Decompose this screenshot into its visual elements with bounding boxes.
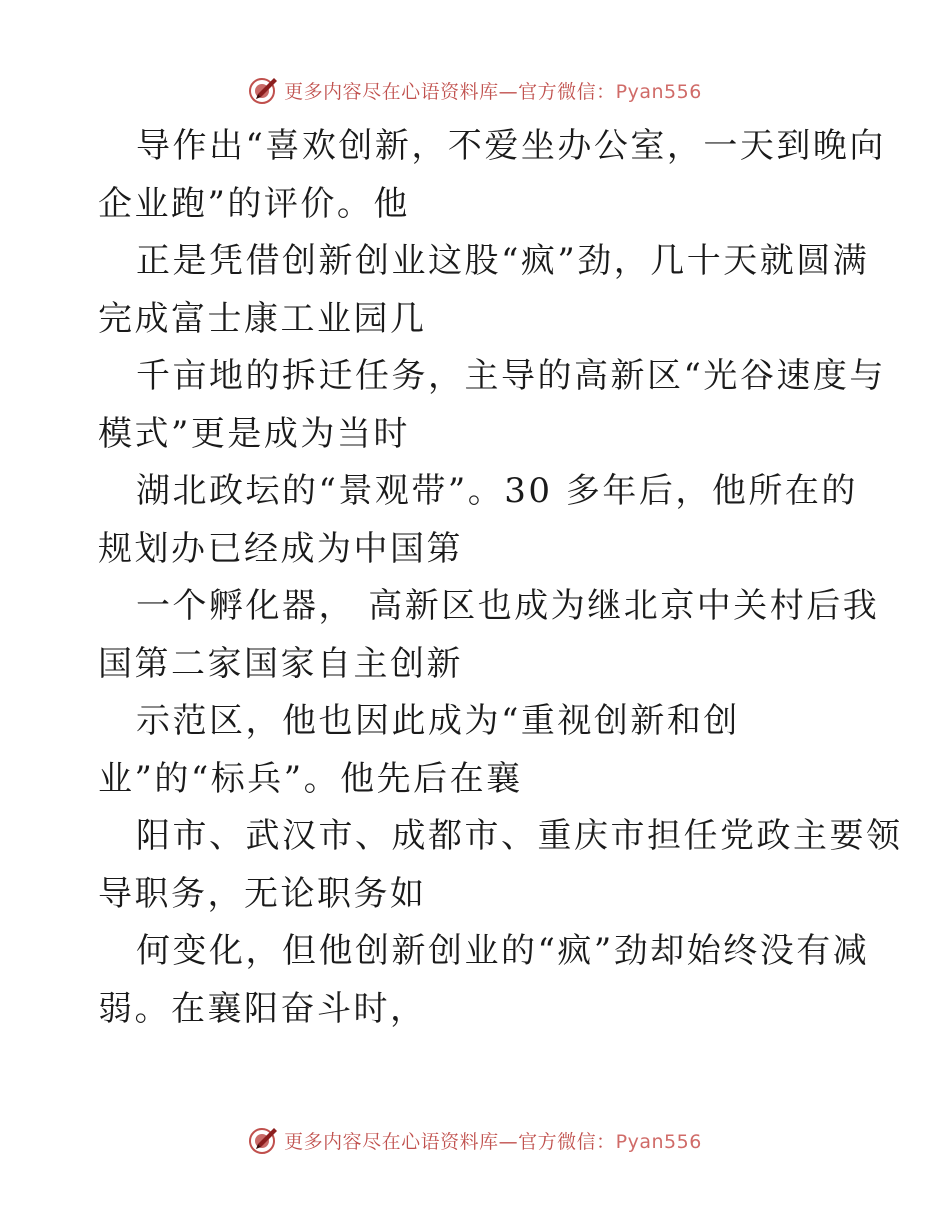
header-banner: [0, 70, 950, 110]
footer-banner: [0, 1120, 950, 1160]
paragraph-line: 完成富士康工业园几: [98, 298, 427, 339]
paragraph-line: 弱。在襄阳奋斗时，: [98, 988, 427, 1029]
paragraph-line: 湖北政坛的“景观带”。30 多年后，他所在的: [136, 471, 858, 511]
banner-slogan: 更多内容尽在心语资料库—官方微信：: [284, 80, 616, 103]
document-body: [98, 118, 903, 1038]
paragraph: [98, 118, 886, 233]
pen-circle-logo-icon: [248, 1124, 280, 1156]
paragraph-line: 导作出“喜欢创新，不爱坐办公室，一天到晚向: [136, 126, 886, 166]
paragraph-line: 一个孵化器， 高新区也成为继北京中关村后我: [136, 586, 880, 626]
paragraph: [98, 693, 858, 808]
paragraph: [98, 348, 886, 463]
paragraph: [98, 463, 858, 578]
paragraph-line: 业”的“标兵”。他先后在襄: [98, 758, 523, 799]
paragraph-line: 千亩地的拆迁任务，主导的高新区“光谷速度与: [136, 356, 886, 396]
paragraph-line: 国第二家国家自主创新: [98, 643, 463, 684]
paragraph-line: 导职务，无论职务如: [98, 873, 427, 914]
paragraph-line: 阳市、武汉市、成都市、重庆市担任党政主要领: [136, 816, 903, 856]
paragraph-line: 企业跑”的评价。他: [98, 183, 410, 224]
pen-circle-logo-icon: [248, 74, 280, 106]
banner-slogan: 更多内容尽在心语资料库—官方微信：: [284, 1130, 616, 1153]
wechat-id: Pyan556: [615, 80, 702, 103]
paragraph: [98, 923, 870, 1038]
paragraph: [98, 578, 880, 693]
footer-banner-text: [284, 1127, 702, 1154]
paragraph-line: 示范区，他也因此成为“重视创新和创: [136, 701, 740, 741]
paragraph: [98, 808, 903, 923]
paragraph-line: 何变化，但他创新创业的“疯”劲却始终没有减: [136, 931, 870, 971]
wechat-id: Pyan556: [615, 1130, 702, 1153]
paragraph: [98, 233, 870, 348]
paragraph-line: 正是凭借创新创业这股“疯”劲，几十天就圆满: [136, 241, 870, 281]
paragraph-line: 规划办已经成为中国第: [98, 528, 463, 569]
header-banner-text: [284, 77, 702, 104]
paragraph-line: 模式”更是成为当时: [98, 413, 410, 454]
